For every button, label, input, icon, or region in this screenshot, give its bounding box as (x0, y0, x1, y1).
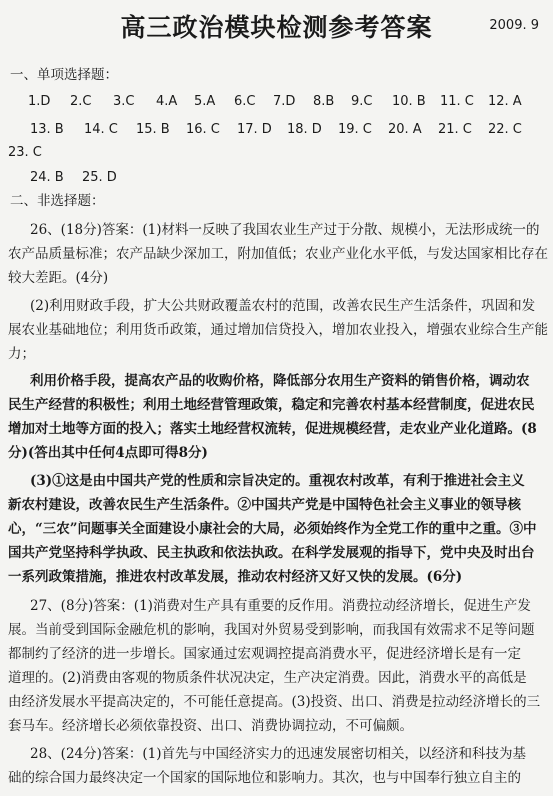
mc-answer: 18. D (287, 122, 322, 137)
mc-answer: 22. C (488, 122, 522, 137)
answer-line: 28、(24分)答案：(1)首先与中国经济实力的迅速发展密切相关，以经济和科技为基 (30, 746, 527, 762)
answer-line: 一系列政策措施，推进农村改革发展，推动农村经济又好又快的发展。(6分) (8, 569, 463, 585)
mc-answer: 11. C (440, 94, 474, 109)
mc-answer: 5.A (194, 94, 216, 109)
answer-line: 套马车。经济增长必须依靠投资、出口、消费协调拉动，不可偏颇。 (8, 718, 413, 734)
mc-answer: 16. C (186, 122, 220, 137)
mc-answer: 7.D (273, 94, 296, 109)
answer-line: (2)利用财政手段，扩大公共财政覆盖农村的范围，改善农民生产生活条件，巩固和发 (30, 298, 536, 314)
mc-answer: 1.D (28, 94, 51, 109)
answer-line: 民生产经营的积极性；利用土地经营管理政策，稳定和完善农村基本经营制度，促进农民 (8, 397, 535, 413)
mc-answer: 2.C (70, 94, 92, 109)
answer-line: 较大差距。(4分) (8, 270, 109, 286)
section-heading-free-response: 二、非选择题： (10, 193, 105, 209)
answer-line: 心，“三农”问题事关全面建设小康社会的大局，必须始终作为全党工作的重中之重。③中 (8, 521, 537, 537)
answer-line: 农产品质量标准；农产品缺少深加工，附加值低；农业产业化水平低，与发达国家相比存在 (8, 246, 548, 262)
mc-answer: 21. C (438, 122, 472, 137)
mc-answer: 23. C (8, 145, 42, 160)
mc-answer: 4.A (156, 94, 178, 109)
mc-answer: 15. B (136, 122, 170, 137)
answer-line: 利用价格手段，提高农产品的收购价格，降低部分农用生产资料的销售价格，调动农 (30, 373, 530, 389)
mc-answer: 13. B (30, 122, 64, 137)
mc-answer: 17. D (237, 122, 272, 137)
answer-line: 国共产党坚持科学执政、民主执政和依法执政。在科学发展观的指导下，党中央及时出台 (8, 545, 535, 561)
answer-line: 展农业基础地位；利用货币政策，通过增加信贷投入，增加农业投入，增强农业综合生产能 (8, 322, 548, 338)
answer-line: 增加对土地等方面的投入；落实土地经营权流转，促进规模经营，走农业产业化道路。(8 (8, 421, 537, 437)
mc-answer: 24. B (30, 170, 64, 185)
mc-answer: 12. A (488, 94, 522, 109)
answer-line: 27、(8分)答案：(1)消费对生产具有重要的反作用。消费拉动经济增长，促进生产发 (30, 598, 531, 614)
page-title: 高三政治模块检测参考答案 (120, 13, 433, 42)
mc-answer: 25. D (82, 170, 117, 185)
answer-line: 分)(答出其中任何4点即可得8分) (8, 445, 208, 461)
mc-answer: 14. C (84, 122, 118, 137)
answer-line: 26、(18分)答案：(1)材料一反映了我国农业生产过于分散、规模小，无法形成统一的 (30, 222, 540, 238)
mc-answer: 19. C (338, 122, 372, 137)
mc-answer: 3.C (113, 94, 135, 109)
answer-line: (3)①这是由中国共产党的性质和宗旨决定的。重视农村改革，有利于推进社会主义 (30, 473, 525, 489)
answer-line: 道理的。(2)消费由客观的物质条件状况决定，生产决定消费。因此，消费水平的高低是 (8, 670, 527, 686)
section-heading-multiple-choice: 一、单项选择题： (10, 67, 118, 83)
mc-answer: 20. A (388, 122, 422, 137)
mc-answer: 6.C (234, 94, 256, 109)
mc-answer: 10. B (392, 94, 426, 109)
answer-line: 由经济发展水平提高决定的，不可能任意提高。(3)投资、出口、消费是拉动经济增长的三 (8, 694, 541, 710)
answer-line: 新农村建设，改善农民生产生活条件。②中国共产党是中国特色社会主义事业的领导核 (8, 497, 521, 513)
answer-line: 都制约了经济的进一步增长。国家通过宏观调控提高消费水平，促进经济增长是有一定 (8, 646, 521, 662)
mc-answer: 9.C (351, 94, 373, 109)
mc-answer: 8.B (313, 94, 335, 109)
answer-line: 力； (8, 346, 35, 362)
date-label: 2009. 9 (489, 18, 539, 33)
answer-line: 础的综合国力最终决定一个国家的国际地位和影响力。其次，也与中国奉行独立自主的 (8, 770, 521, 786)
answer-line: 展。当前受到国际金融危机的影响，我国对外贸易受到影响，而我国有效需求不足等问题 (8, 622, 535, 638)
